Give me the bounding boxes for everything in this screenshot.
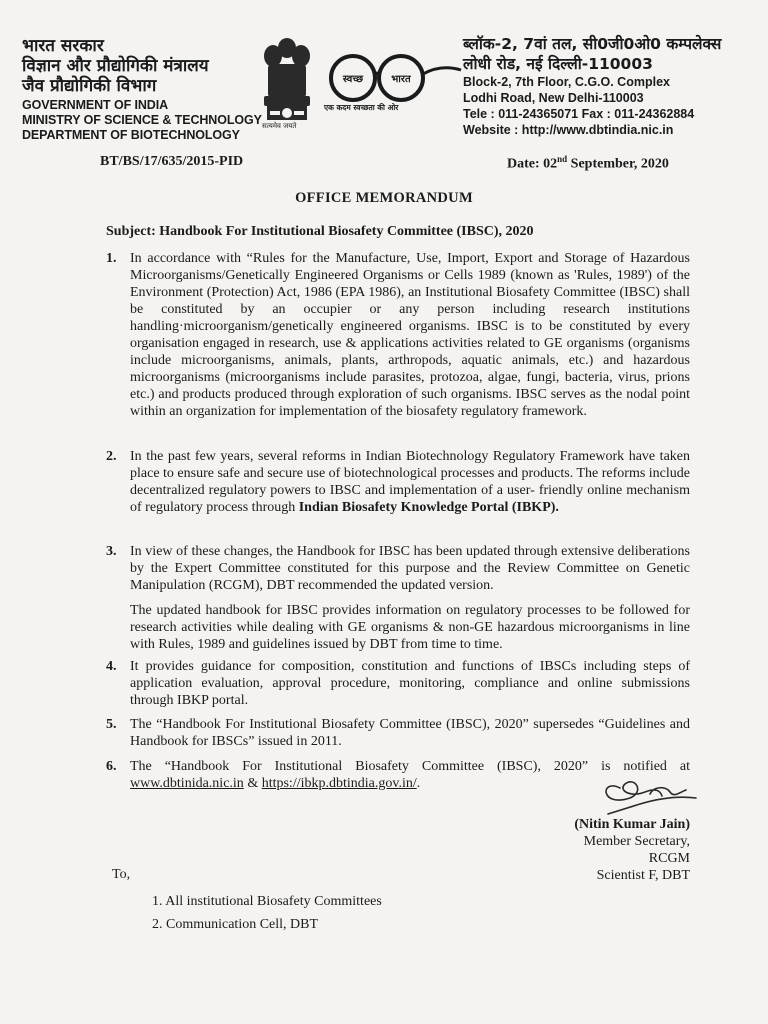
reference-number: BT/BS/17/635/2015-PID: [100, 154, 244, 169]
national-emblem-icon: [258, 34, 316, 134]
department-hindi: जैव प्रौद्योगिकी विभाग: [22, 76, 157, 96]
signatory-designation: Member Secretary, RCGM: [583, 834, 690, 866]
address-line-1: Block-2, 7th Floor, C.G.O. Complex: [463, 75, 670, 89]
address-hindi-line-1: ब्लॉक-2, 7वां तल, सी0जी0ओ0 कम्पलेक्स: [463, 35, 722, 53]
paragraph-number: 6.: [106, 759, 117, 774]
handwritten-signature: [590, 768, 700, 818]
paragraph-text: In accordance with “Rules for the Manufacture, Use, Import, Export and Storage of Hazardous Microorganisms/Genetically Engineered Organisms or Cells 1989 (known as 'Rules, 1989') of the Environment (Protection) Act, 1986 (EPA 1986), an Institutional Biosafety Committee (IBSC) shall be constituted by an occupier or any person including research institutions handling·microorganism/genetically engineered organisms. IBSC is to be constituted by every organisation engaged in research, use & applications activities related to GE organisms (organisms include microorganisms, animals, plants, arthropods, aquatic animals, etc.) and hazardous microorganisms (microorganisms include parasites, protozoa, algae, fungi, bacteria, virus, prions etc.) and products produced through exploration of such organisms. IBSC serves as the nodal point within an organization for implementation of the biosafety regulatory framework.: [130, 251, 690, 419]
paragraph-text: In the past few years, several reforms in Indian Biotechnology Regulatory Framework have taken place to ensure safe and secure use of biotechnological processes and products. The reforms include decentralized regulatory powers to IBSC and implementation of a user- friendly online mechanism of regulatory process through: [130, 449, 690, 515]
logo-tagline: एक कदम स्वच्छता की ओर: [324, 103, 399, 112]
paragraph-6: 6. The “Handbook For Institutional Biosafety Committee (IBSC), 2020” is notified at www.dbtinida.nic.in & https://ibkp.dbtindia.gov.in/.: [106, 759, 690, 791]
paragraph-text-continued: The updated handbook for IBSC provides information on regulatory processes to be followed for research activities while dealing with GE organisms & non-GE hazardous microorganisms in line with Rules, 1989 and guidelines issued by DBT from time to time.: [130, 603, 690, 652]
paragraph-text: In view of these changes, the Handbook for IBSC has been updated through extensive deliberations by the Expert Committee constituted for this purpose and the Review Committee on Genetic Manipulation (RCGM), DBT recommended the updated version.: [130, 544, 690, 593]
paragraph-number: 4.: [106, 659, 117, 674]
address-line-2: Lodhi Road, New Delhi-110003: [463, 91, 644, 105]
govt-english: GOVERNMENT OF INDIA: [22, 98, 169, 112]
website: Website : http://www.dbtindia.nic.in: [463, 123, 674, 137]
logo-left-text: स्वच्छ: [342, 74, 364, 85]
memo-date: Date: 02nd September, 2020: [507, 154, 669, 172]
logo-right-text: भारत: [391, 74, 411, 85]
paragraph-3: [106, 543, 690, 653]
paragraph-1: [106, 250, 690, 420]
ministry-hindi: विज्ञान और प्रौद्योगिकी मंत्रालय: [22, 56, 209, 76]
emblem-motto: सत्यमेव जयते: [262, 122, 297, 130]
ibkp-portal-link[interactable]: https://ibkp.dbtindia.gov.in/: [261, 776, 417, 791]
letterhead-right: [463, 34, 763, 138]
paragraph-number: 5.: [106, 717, 117, 732]
govt-hindi: भारत सरकार: [22, 36, 104, 56]
recipient-list: [152, 890, 382, 936]
recipient-item: 2. Communication Cell, DBT: [152, 917, 319, 932]
department-english: DEPARTMENT OF BIOTECHNOLOGY: [22, 128, 240, 142]
paragraph-number: 2.: [106, 449, 117, 464]
memo-title: OFFICE MEMORANDUM: [295, 190, 473, 206]
signatory-block: [540, 816, 690, 884]
signatory-name: (Nitin Kumar Jain): [574, 817, 690, 832]
paragraph-text: The “Handbook For Institutional Biosafety Committee (IBSC), 2020” supersedes “Guidelines and Handbook for IBSCs” issued in 2011.: [130, 717, 690, 749]
signatory-title: Scientist F, DBT: [596, 868, 690, 883]
paragraph-text: It provides guidance for composition, constitution and functions of IBSCs including steps of application evaluation, approval procedure, monitoring, compliance and online submissions through IBKP portal.: [130, 659, 690, 708]
portal-name: Indian Biosafety Knowledge Portal (IBKP).: [298, 500, 559, 515]
dbt-website-link[interactable]: www.dbtinida.nic.in: [130, 776, 244, 791]
contact-numbers: Tele : 011-24365071 Fax : 011-24362884: [463, 107, 695, 121]
to-label: To,: [112, 867, 131, 882]
paragraph-4: [106, 658, 690, 709]
paragraph-2: [106, 448, 690, 516]
letterhead-left: [22, 36, 292, 143]
ministry-english: MINISTRY OF SCIENCE & TECHNOLOGY: [22, 113, 262, 127]
address-hindi-line-2: लोधी रोड, नई दिल्ली-110003: [463, 55, 653, 73]
paragraph-text: The “Handbook For Institutional Biosafety Committee (IBSC), 2020” is notified at: [130, 759, 690, 774]
memo-subject: Subject: Handbook For Institutional Biosafety Committee (IBSC), 2020: [106, 224, 534, 239]
paragraph-5: [106, 716, 690, 750]
paragraph-number: 1.: [106, 251, 117, 266]
recipient-item: 1. All institutional Biosafety Committees: [152, 894, 382, 909]
paragraph-number: 3.: [106, 544, 117, 559]
